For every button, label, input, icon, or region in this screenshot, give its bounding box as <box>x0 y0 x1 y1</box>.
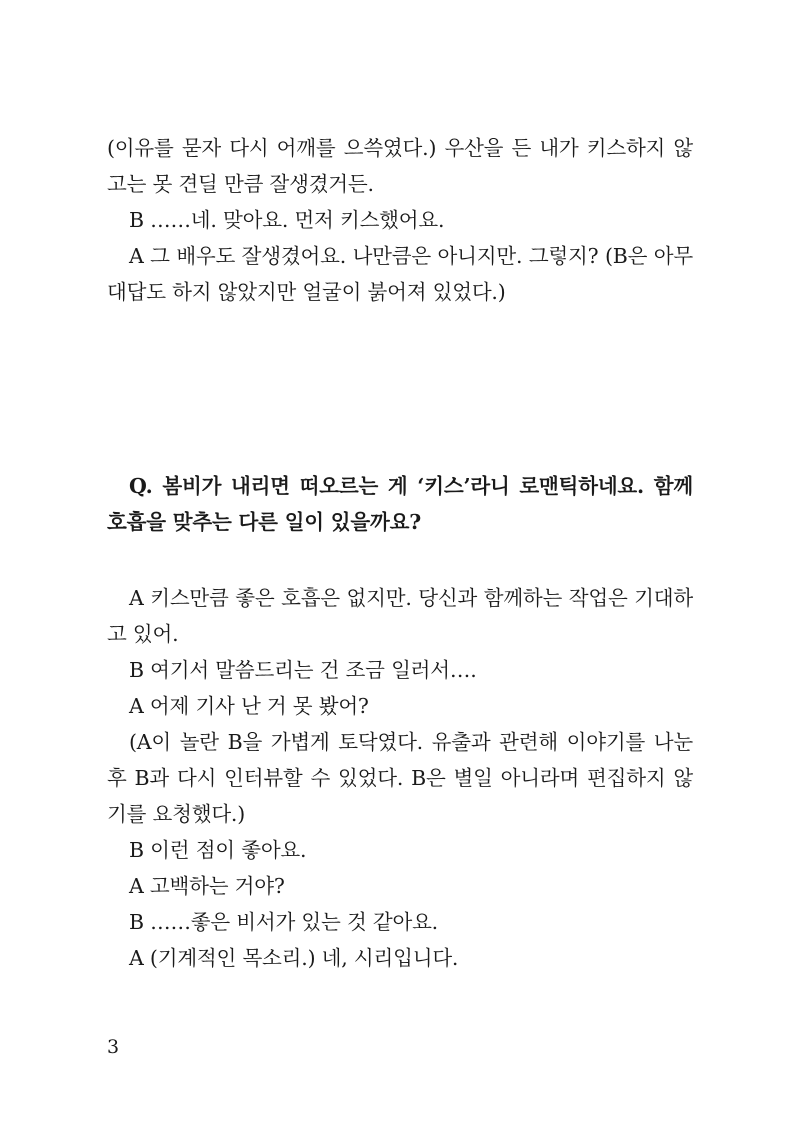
dialogue-line: B 이런 점이 좋아요. <box>129 838 307 862</box>
interview-question: Q. 봄비가 내리면 떠오르는 게 ‘키스’라니 로맨틱하네요. 함께 호흡을 맞추는 다른 일이 있을까요? <box>107 474 693 534</box>
dialogue-line: A (기계적인 목소리.) 네, 시리입니다. <box>129 946 459 970</box>
narration-paragraph: (A이 놀란 B을 가볍게 토닥였다. 유출과 관련해 이야기를 나눈 후 B과 다시 인터뷰할 수 있었다. B은 별일 아니라며 편집하지 않기를 요청했다.) <box>107 730 693 826</box>
dialogue-line: A 키스만큼 좋은 호흡은 없지만. 당신과 함께하는 작업은 기대하고 있어. <box>107 586 693 646</box>
paragraph: (이유를 묻자 다시 어깨를 으쓱였다.) 우산을 든 내가 키스하지 않고는 못 견딜 만큼 잘생겼거든. <box>107 136 693 196</box>
dialogue-line: A 고백하는 거야? <box>129 874 285 898</box>
dialogue-line: A 그 배우도 잘생겼어요. 나만큼은 아니지만. 그렇지? (B은 아무 대답도 하지 않았지만 얼굴이 붉어져 있었다.) <box>107 244 693 304</box>
dialogue-line: A 어제 기사 난 거 못 봤어? <box>129 694 369 718</box>
dialogue-line: B ……좋은 비서가 있는 것 같아요. <box>129 910 438 934</box>
dialogue-line: B 여기서 말씀드리는 건 조금 일러서…. <box>129 658 477 682</box>
dialogue-line: B ……네. 맞아요. 먼저 키스했어요. <box>129 208 445 232</box>
page-number: 3 <box>107 1036 120 1058</box>
